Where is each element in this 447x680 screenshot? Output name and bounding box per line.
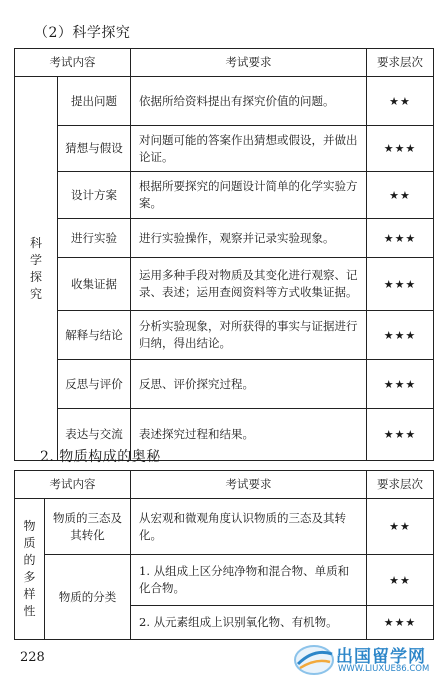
header-requirement: 考试要求	[131, 49, 367, 77]
level-cell: ★★★	[367, 606, 434, 640]
matter-structure-table	[14, 470, 434, 640]
topic-cell: 表达与交流	[58, 409, 131, 461]
table-row	[15, 126, 434, 172]
table-row	[15, 311, 434, 360]
science-inquiry-table	[14, 48, 434, 461]
globe-icon	[292, 638, 336, 678]
topic-cell: 物质的分类	[45, 555, 131, 640]
requirement-cell: 分析实验现象，对所获得的事实与证据进行归纳，得出结论。	[131, 311, 367, 360]
category-label: 物质的多样性	[23, 519, 36, 618]
topic-cell: 解释与结论	[58, 311, 131, 360]
requirement-cell: 表述探究过程和结果。	[131, 409, 367, 461]
requirement-cell: 1. 从组成上区分纯净物和混合物、单质和化合物。	[131, 555, 367, 606]
level-cell: ★★★	[367, 258, 434, 311]
section-title-matter-structure: 2. 物质构成的奥秘	[40, 449, 161, 465]
table-row	[15, 555, 434, 606]
level-cell: ★★	[367, 555, 434, 606]
category-label: 科学探究	[29, 235, 42, 301]
topic-cell: 收集证据	[58, 258, 131, 311]
level-cell: ★★★	[367, 311, 434, 360]
requirement-cell: 进行实验操作，观察并记录实验现象。	[131, 219, 367, 258]
level-cell: ★★★	[367, 126, 434, 172]
table-row	[15, 77, 434, 126]
table-header-row	[15, 49, 434, 77]
header-level: 要求层次	[367, 471, 434, 499]
category-cell	[15, 499, 45, 640]
level-cell: ★★	[367, 77, 434, 126]
topic-cell: 猜想与假设	[58, 126, 131, 172]
requirement-cell: 反思、评价探究过程。	[131, 360, 367, 409]
topic-cell: 物质的三态及其转化	[45, 499, 131, 555]
table-row	[15, 172, 434, 219]
table-row	[15, 360, 434, 409]
topic-cell: 进行实验	[58, 219, 131, 258]
topic-cell: 设计方案	[58, 172, 131, 219]
requirement-cell: 根据所要探究的问题设计简单的化学实验方案。	[131, 172, 367, 219]
table-row	[15, 219, 434, 258]
requirement-cell: 从宏观和微观角度认识物质的三态及其转化。	[131, 499, 367, 555]
topic-cell: 反思与评价	[58, 360, 131, 409]
requirement-cell: 对问题可能的答案作出猜想或假设，并做出论证。	[131, 126, 367, 172]
header-content: 考试内容	[15, 471, 131, 499]
page-number: 228	[20, 650, 45, 665]
site-watermark	[290, 636, 447, 680]
watermark-url: WWW.LIUXUE86.COM	[338, 664, 430, 674]
header-level: 要求层次	[367, 49, 434, 77]
level-cell: ★★	[367, 172, 434, 219]
requirement-cell: 2. 从元素组成上识别氧化物、有机物。	[131, 606, 367, 640]
watermark-title: 出国留学网	[336, 647, 426, 667]
category-cell	[15, 77, 58, 461]
table-header-row	[15, 471, 434, 499]
level-cell: ★★★	[367, 409, 434, 461]
level-cell: ★★★	[367, 360, 434, 409]
header-requirement: 考试要求	[131, 471, 367, 499]
table-row	[15, 258, 434, 311]
section-title-science-inquiry: （2）科学探究	[34, 25, 131, 41]
table-row	[15, 499, 434, 555]
level-cell: ★★	[367, 499, 434, 555]
level-cell: ★★★	[367, 219, 434, 258]
requirement-cell: 依据所给资料提出有探究价值的问题。	[131, 77, 367, 126]
header-content: 考试内容	[15, 49, 131, 77]
topic-cell: 提出问题	[58, 77, 131, 126]
requirement-cell: 运用多种手段对物质及其变化进行观察、记录、表述；运用查阅资料等方式收集证据。	[131, 258, 367, 311]
